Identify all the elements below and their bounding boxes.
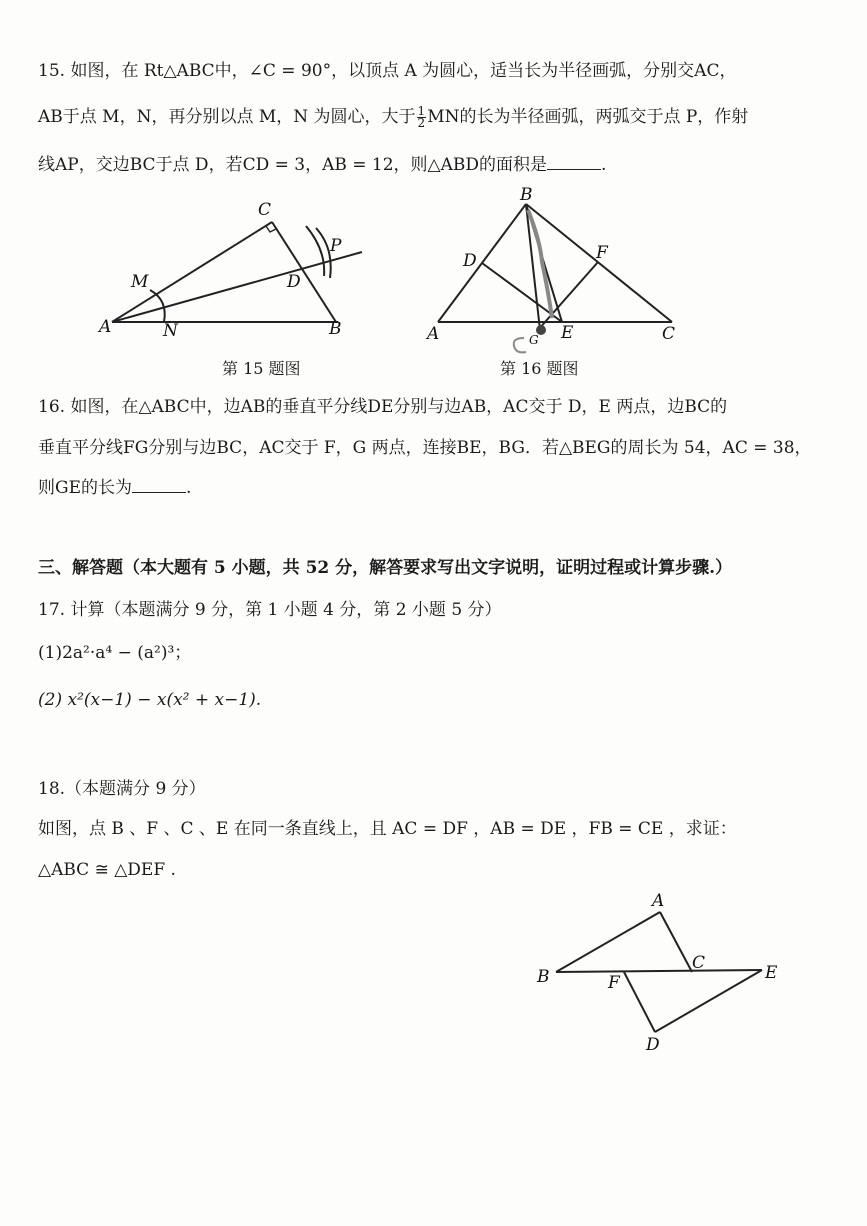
label-g16: G [529, 333, 539, 347]
q15-line-3: 线AP，交边BC于点 D，若CD = 3，AB = 12，则△ABD的面积是 . [38, 155, 607, 175]
q16-line-1: 16. 如图，在△ABC中，边AB的垂直平分线DE分别与边AB，AC交于 D，E 两点，边BC的 [38, 397, 728, 417]
q15-text-2b: MN的长为半径画弧，两弧交于点 P，作射 [427, 107, 749, 127]
q16-line-3: 则GE的长为 . [38, 478, 192, 498]
label-n: N [163, 321, 178, 341]
label-c: C [258, 200, 272, 220]
q15-fraction: $\frac{1}{2}$ [417, 104, 426, 130]
segment-ac18 [660, 912, 692, 972]
label-b18: B [537, 967, 550, 987]
label-d18: D [646, 1035, 660, 1055]
segment-fd [624, 972, 655, 1032]
label-e16: E [561, 323, 574, 343]
label-c16: C [662, 324, 676, 344]
label-c18: C [692, 953, 706, 973]
segment-be [556, 970, 762, 972]
label-b16: B [520, 185, 533, 205]
label-p: P [330, 236, 342, 256]
segment-ba [556, 912, 660, 972]
q16-line-2: 垂直平分线FG分别与边BC，AC交于 F，G 两点，连接BE，BG．若△BEG的周长为 54，AC = 38， [38, 438, 812, 458]
label-b: B [329, 319, 342, 339]
label-f18: F [608, 973, 620, 993]
q15-text-1: 如图，在 Rt△ABC中，∠C = 90°，以顶点 A 为圆心，适当长为半径画弧，分别交AC， [70, 61, 737, 81]
section3-heading: 三、解答题（本大题有 5 小题，共 52 分，解答要求写出文字说明，证明过程或计算步骤.） [38, 558, 733, 578]
label-a16: A [427, 324, 440, 344]
label-m: M [131, 272, 149, 292]
q18-line-1: 如图，点 B 、F 、C 、E 在同一条直线上，且 AC = DF ，AB = DE ，FB = CE ，求证： [38, 819, 737, 839]
q15-text-2a: AB于点 M，N，再分别以点 M，N 为圆心，大于 [38, 107, 416, 127]
q17-title: 17. 计算（本题满分 9 分，第 1 小题 4 分，第 2 小题 5 分） [38, 600, 502, 620]
fig15-caption: 第 15 题图 [222, 359, 301, 378]
q17-part-1: (1)2a²·a⁴ − (a²)³； [38, 643, 192, 663]
fig16-caption: 第 16 题图 [500, 359, 579, 378]
q18-title: 18.（本题满分 9 分） [38, 779, 206, 799]
q18-line-2: △ABC ≅ △DEF . [38, 860, 176, 880]
label-a: A [99, 317, 112, 337]
label-d16: D [463, 251, 477, 271]
label-f16: F [596, 243, 608, 263]
q15-text-3: 线AP，交边BC于点 D，若CD = 3，AB = 12，则△ABD的面积是 [38, 155, 547, 175]
q15-number: 15. [38, 61, 66, 81]
label-a18: A [652, 891, 665, 911]
q17-part-2: (2) x²(x−1) − x(x² + x−1). [38, 690, 262, 710]
label-d: D [287, 272, 301, 292]
label-e18: E [765, 963, 778, 983]
segment-de18 [655, 970, 762, 1032]
